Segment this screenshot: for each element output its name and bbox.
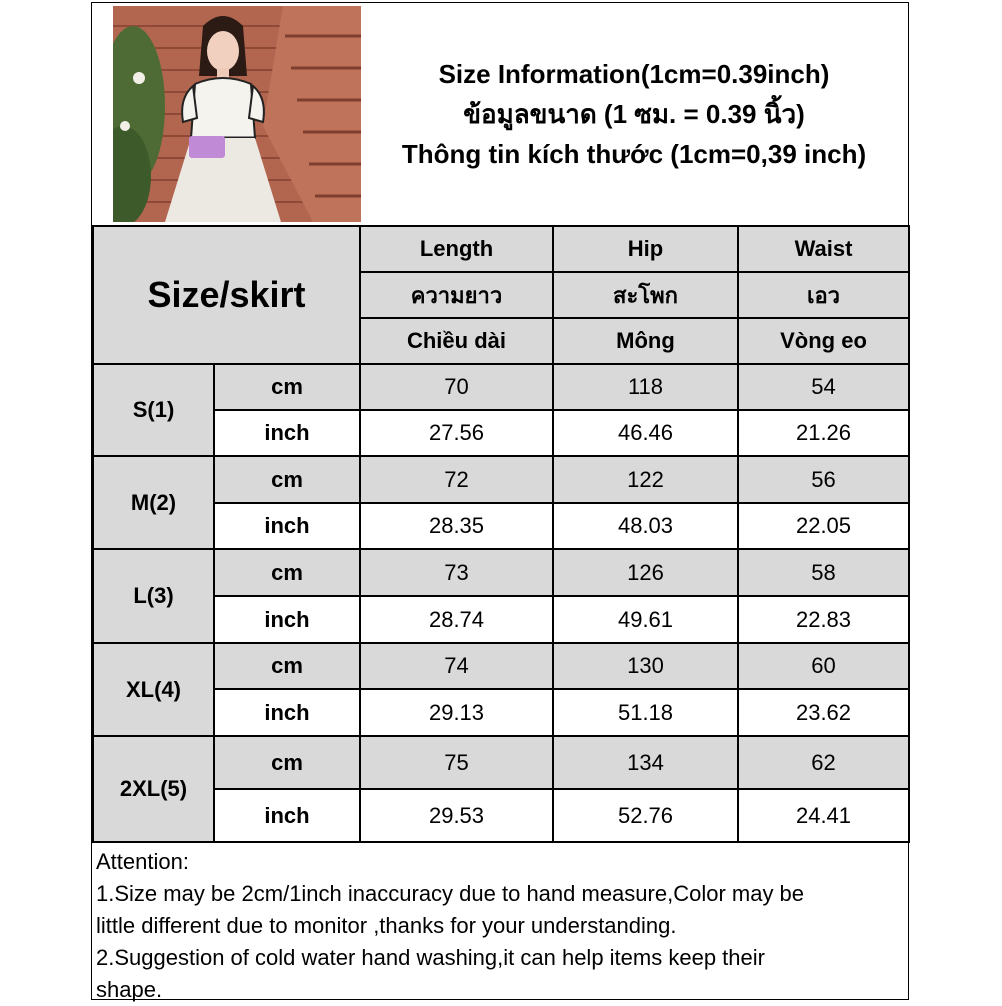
- product-photo: [113, 6, 361, 222]
- attention-line-4: shape.: [96, 977, 163, 1002]
- title-en: Size Information(1cm=0.39inch): [438, 59, 830, 89]
- unit-cm: cm: [214, 643, 360, 689]
- size-m-label: M(2): [93, 456, 214, 549]
- unit-cm: cm: [214, 456, 360, 503]
- xl-waist-inch: 23.62: [738, 689, 909, 736]
- unit-inch: inch: [214, 689, 360, 736]
- table-row: [93, 456, 909, 503]
- header-row-en: [93, 226, 909, 272]
- size-l-label: L(3): [93, 549, 214, 643]
- unit-inch: inch: [214, 789, 360, 842]
- col-hip-en: Hip: [553, 226, 738, 272]
- s-hip-cm: 118: [553, 364, 738, 410]
- s-waist-inch: 21.26: [738, 410, 909, 456]
- col-length-th: ความยาว: [360, 272, 553, 318]
- l-length-cm: 73: [360, 549, 553, 596]
- corner-label: Size/skirt: [93, 226, 360, 364]
- table-row: [93, 689, 909, 736]
- attention-notes: [96, 846, 902, 1006]
- attention-title: Attention:: [96, 849, 189, 874]
- s-hip-inch: 46.46: [553, 410, 738, 456]
- col-length-en: Length: [360, 226, 553, 272]
- title-th: ข้อมูลขนาด (1 ซม. = 0.39 นิ้ว): [463, 99, 805, 129]
- size-s-label: S(1): [93, 364, 214, 456]
- table-row: [93, 549, 909, 596]
- s-length-cm: 70: [360, 364, 553, 410]
- size-chart: [91, 2, 909, 1000]
- header-title: [360, 3, 908, 225]
- s-waist-cm: 54: [738, 364, 909, 410]
- table-row: [93, 736, 909, 789]
- col-waist-vi: Vòng eo: [738, 318, 909, 364]
- product-photo-image: [113, 6, 361, 222]
- col-waist-th: เอว: [738, 272, 909, 318]
- col-waist-en: Waist: [738, 226, 909, 272]
- attention-line-3: 2.Suggestion of cold water hand washing,it can help items keep their: [96, 945, 765, 970]
- 2xl-waist-inch: 24.41: [738, 789, 909, 842]
- table-row: [93, 503, 909, 549]
- xl-length-inch: 29.13: [360, 689, 553, 736]
- col-hip-th: สะโพก: [553, 272, 738, 318]
- table-row: [93, 596, 909, 643]
- xl-hip-inch: 51.18: [553, 689, 738, 736]
- table-row: [93, 410, 909, 456]
- m-hip-inch: 48.03: [553, 503, 738, 549]
- attention-line-2: little different due to monitor ,thanks for your understanding.: [96, 913, 677, 938]
- col-length-vi: Chiều dài: [360, 318, 553, 364]
- size-xl-label: XL(4): [93, 643, 214, 736]
- 2xl-waist-cm: 62: [738, 736, 909, 789]
- unit-inch: inch: [214, 410, 360, 456]
- m-length-inch: 28.35: [360, 503, 553, 549]
- xl-waist-cm: 60: [738, 643, 909, 689]
- 2xl-length-inch: 29.53: [360, 789, 553, 842]
- table-row: [93, 789, 909, 842]
- col-hip-vi: Mông: [553, 318, 738, 364]
- m-length-cm: 72: [360, 456, 553, 503]
- unit-inch: inch: [214, 503, 360, 549]
- xl-length-cm: 74: [360, 643, 553, 689]
- table-row: [93, 643, 909, 689]
- l-length-inch: 28.74: [360, 596, 553, 643]
- unit-cm: cm: [214, 364, 360, 410]
- m-waist-cm: 56: [738, 456, 909, 503]
- l-waist-cm: 58: [738, 549, 909, 596]
- purple-bag: [189, 136, 225, 158]
- s-length-inch: 27.56: [360, 410, 553, 456]
- 2xl-length-cm: 75: [360, 736, 553, 789]
- l-waist-inch: 22.83: [738, 596, 909, 643]
- l-hip-inch: 49.61: [553, 596, 738, 643]
- l-hip-cm: 126: [553, 549, 738, 596]
- 2xl-hip-inch: 52.76: [553, 789, 738, 842]
- 2xl-hip-cm: 134: [553, 736, 738, 789]
- attention-line-1: 1.Size may be 2cm/1inch inaccuracy due to hand measure,Color may be: [96, 881, 805, 906]
- unit-cm: cm: [214, 549, 360, 596]
- title-vi: Thông tin kích thước (1cm=0,39 inch): [401, 139, 867, 169]
- size-table: [92, 225, 910, 843]
- unit-inch: inch: [214, 596, 360, 643]
- size-2xl-label: 2XL(5): [93, 736, 214, 842]
- unit-cm: cm: [214, 736, 360, 789]
- m-waist-inch: 22.05: [738, 503, 909, 549]
- m-hip-cm: 122: [553, 456, 738, 503]
- table-row: [93, 364, 909, 410]
- xl-hip-cm: 130: [553, 643, 738, 689]
